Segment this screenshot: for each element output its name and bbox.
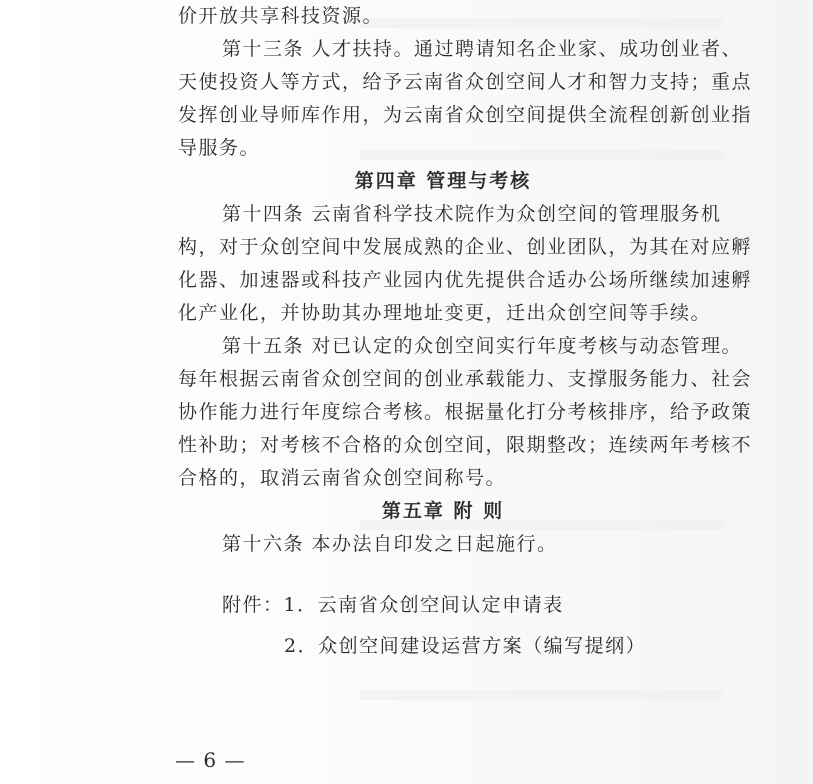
text-line: 导服务。: [178, 137, 261, 159]
text-line: 天使投资人等方式，给予云南省众创空间人才和智力支持；重点: [178, 71, 753, 93]
text-line: 第十六条 本办法自印发之日起施行。: [222, 533, 558, 555]
text-line: 价开放共享科技资源。: [178, 5, 384, 27]
text-line: 协作能力进行年度综合考核。根据量化打分考核排序，给予政策: [178, 401, 753, 423]
text-line: 化产业化，并协助其办理地址变更，迁出众创空间等手续。: [178, 302, 712, 324]
text-line: 发挥创业导师库作用，为云南省众创空间提供全流程创新创业指: [178, 104, 753, 126]
bleed-through-mark: [360, 690, 723, 700]
page-number: — 6 —: [175, 748, 246, 772]
text-line: 第四章 管理与考核: [354, 170, 532, 192]
text-line: 构，对于众创空间中发展成熟的企业、创业团队，为其在对应孵: [178, 236, 753, 258]
text-line: 第十三条 人才扶持。通过聘请知名企业家、成功创业者、: [222, 38, 743, 60]
attachment-line-2: 2．众创空间建设运营方案（编写提纲）: [284, 635, 647, 657]
body-text: [178, 0, 753, 663]
text-line: 化器、加速器或科技产业园内优先提供合适办公场所继续加速孵: [178, 269, 753, 291]
text-line: 每年根据云南省众创空间的创业承载能力、支撑服务能力、社会: [178, 368, 753, 390]
text-line: 合格的，取消云南省众创空间称号。: [178, 467, 507, 489]
text-line: 第五章 附 则: [381, 500, 505, 522]
text-line: 第十五条 对已认定的众创空间实行年度考核与动态管理。: [222, 335, 743, 357]
text-line: 性补助；对考核不合格的众创空间，限期整改；连续两年考核不: [178, 434, 753, 456]
text-line: 第十四条 云南省科学技术院作为众创空间的管理服务机: [222, 203, 722, 225]
attachment-line-1: 附件：1．云南省众创空间认定申请表: [222, 594, 564, 616]
